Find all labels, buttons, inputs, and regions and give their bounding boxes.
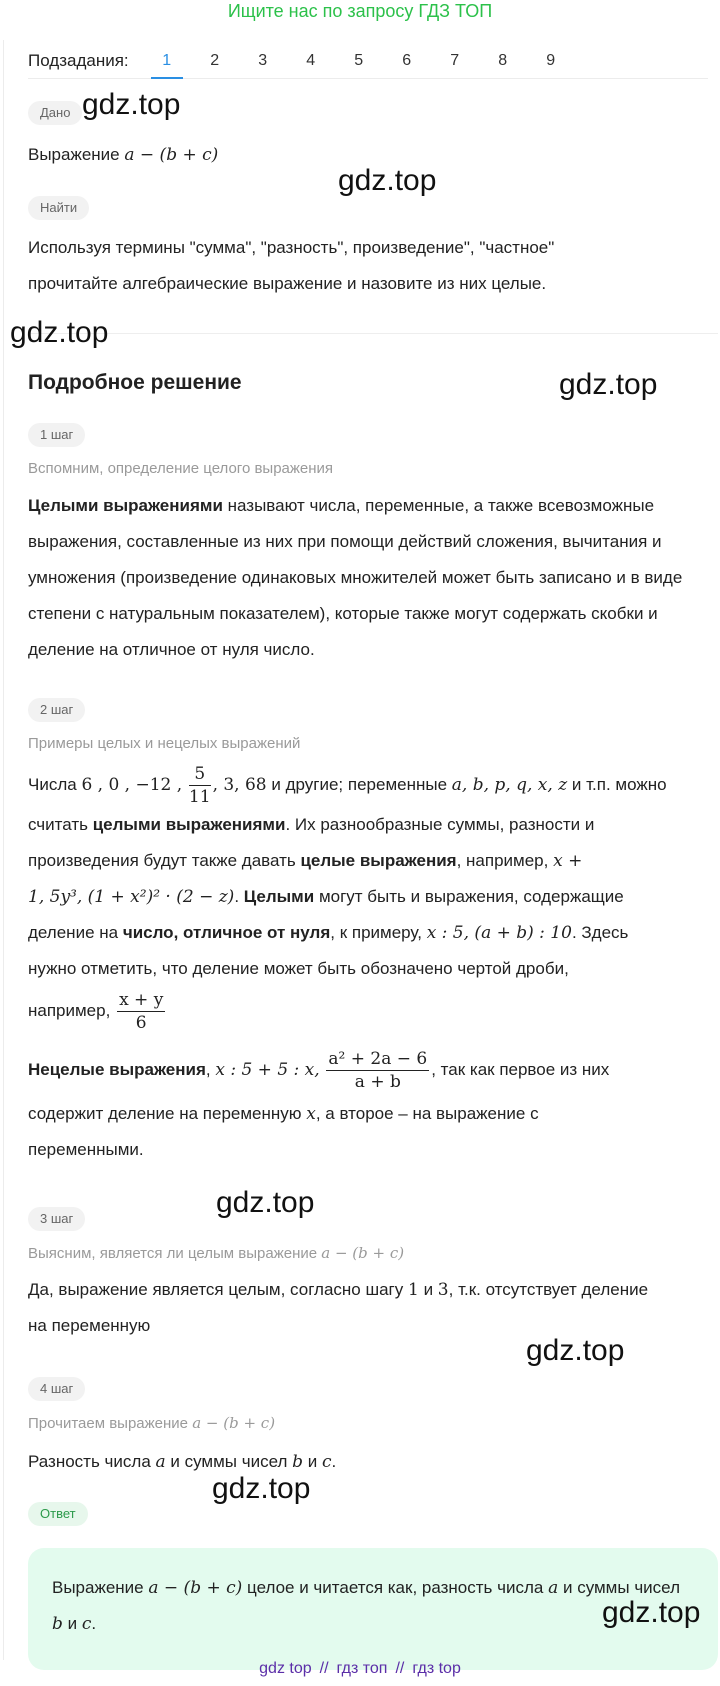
step3-badge: 3 шаг (28, 1207, 85, 1231)
given-text: Выражение a − (b + c) (28, 145, 219, 165)
subtasks-nav (28, 44, 708, 79)
solution-title: Подробное решение (28, 371, 242, 394)
footer-sep: // (395, 1660, 405, 1677)
step2-line10: переменными. (28, 1140, 144, 1159)
tab-subtask-2[interactable]: 2 (210, 52, 220, 69)
footer-link-3[interactable]: гдз top (412, 1660, 461, 1677)
tab-subtask-7[interactable]: 7 (450, 52, 460, 69)
step2-line1: Числа 6 , 0 , −12 , $\frac{5}{11}$ , 3, 68 и другие; переменные a, b, p, q, x, z и т.п. можно (28, 764, 667, 808)
step2-line6: нужно отметить, что деление может быть обозначено чертой дроби, (28, 959, 569, 978)
step4-text: Разность числа a и суммы чисел b и c. (28, 1452, 337, 1472)
footer-links (0, 1660, 720, 1678)
step2-line3: произведения будут также давать целые выражения, например, x + (28, 851, 583, 871)
step2-line7: например, $\frac{x + y}{6}$ (28, 990, 164, 1034)
fraction-quadratic: $\frac{\text{a² + 2a − 6}}{a + b}$ (328, 1049, 428, 1093)
divider (28, 333, 718, 334)
subtasks-label: Подзадания: (28, 51, 129, 70)
find-badge: Найти (28, 196, 89, 220)
step3-subtitle: Выясним, является ли целым выражение a − (b + c) (28, 1244, 405, 1262)
step2-line2: считать целыми выражениями. Их разнообразные суммы, разности и (28, 815, 595, 834)
step1-subtitle: Вспомним, определение целого выражения (28, 460, 334, 477)
tab-subtask-9[interactable]: 9 (546, 52, 556, 69)
step2-subtitle: Примеры целых и нецелых выражений (28, 735, 301, 752)
watermark: gdz.top (526, 1334, 625, 1367)
fraction-x-plus-y-over-6: $\frac{x + y}{6}$ (119, 990, 164, 1034)
step2-line5: деление на число, отличное от нуля, к примеру, x : 5, (a + b) : 10. Здесь (28, 923, 629, 943)
tab-subtask-6[interactable]: 6 (402, 52, 412, 69)
step1-text: Целыми выражениями называют числа, переменные, а также всевозможные выражения, составленные из них при помощи действий сложения, вычитания и умножения (произведение одинаковых множителей может быть записано и в виде степени с натуральным показателем), которые также могут содержать скобки и деление на отличное от нуля число. (28, 496, 683, 659)
footer-sep: // (319, 1660, 329, 1677)
left-rule (3, 40, 4, 1660)
fraction-5-11: $\frac{5}{11}$ (188, 764, 211, 808)
watermark: gdz.top (559, 368, 658, 401)
given-badge: Дано (28, 101, 82, 125)
watermark: gdz.top (10, 316, 109, 349)
watermark: gdz.top (82, 88, 181, 121)
step3-text: Да, выражение является целым, согласно шагу 1 и 3, т.к. отсутствует деление (28, 1280, 649, 1300)
step4-subtitle: Прочитаем выражение a − (b + c) (28, 1414, 276, 1432)
watermark: gdz.top (212, 1472, 311, 1505)
tab-subtask-3[interactable]: 3 (258, 52, 268, 69)
watermark: gdz.top (338, 164, 437, 197)
given-expression: a − (b + c) (124, 145, 219, 165)
step3-text-2: на переменную (28, 1316, 151, 1335)
answer-badge: Ответ (28, 1502, 88, 1526)
watermark: gdz.top (216, 1186, 315, 1219)
step2-line4: 1, 5y³, (1 + x²)² · (2 − z). Целыми могут быть и выражения, содержащие (28, 887, 624, 907)
step1-badge: 1 шаг (28, 423, 85, 447)
top-search-hint[interactable]: Ищите нас по запросу ГДЗ ТОП (227, 1, 493, 21)
step2-badge: 2 шаг (28, 698, 85, 722)
footer-link-1[interactable]: gdz top (259, 1660, 312, 1677)
step2-line9: содержит деление на переменную x, а второе – на выражение с (28, 1104, 539, 1124)
find-text: Используя термины "сумма", "разность", произведение", "частное" прочитайте алгебраические выражение и назовите из них целые. (28, 238, 555, 293)
footer-link-2[interactable]: гдз топ (336, 1660, 388, 1677)
tab-subtask-1[interactable]: 1 (143, 44, 191, 78)
watermark: gdz.top (602, 1596, 701, 1629)
tab-subtask-4[interactable]: 4 (306, 52, 316, 69)
answer-text: Выражение a − (b + c) целое и читается как, разность числа a и суммы чисел b и c. (52, 1578, 680, 1634)
step2-line8: Нецелые выражения, x : 5 + 5 : x, $\frac{\text{a² + 2a − 6}}{a + b}$ , так как первое из них (28, 1049, 610, 1093)
tab-subtask-5[interactable]: 5 (354, 52, 364, 69)
tab-subtask-8[interactable]: 8 (498, 52, 508, 69)
step4-badge: 4 шаг (28, 1377, 85, 1401)
